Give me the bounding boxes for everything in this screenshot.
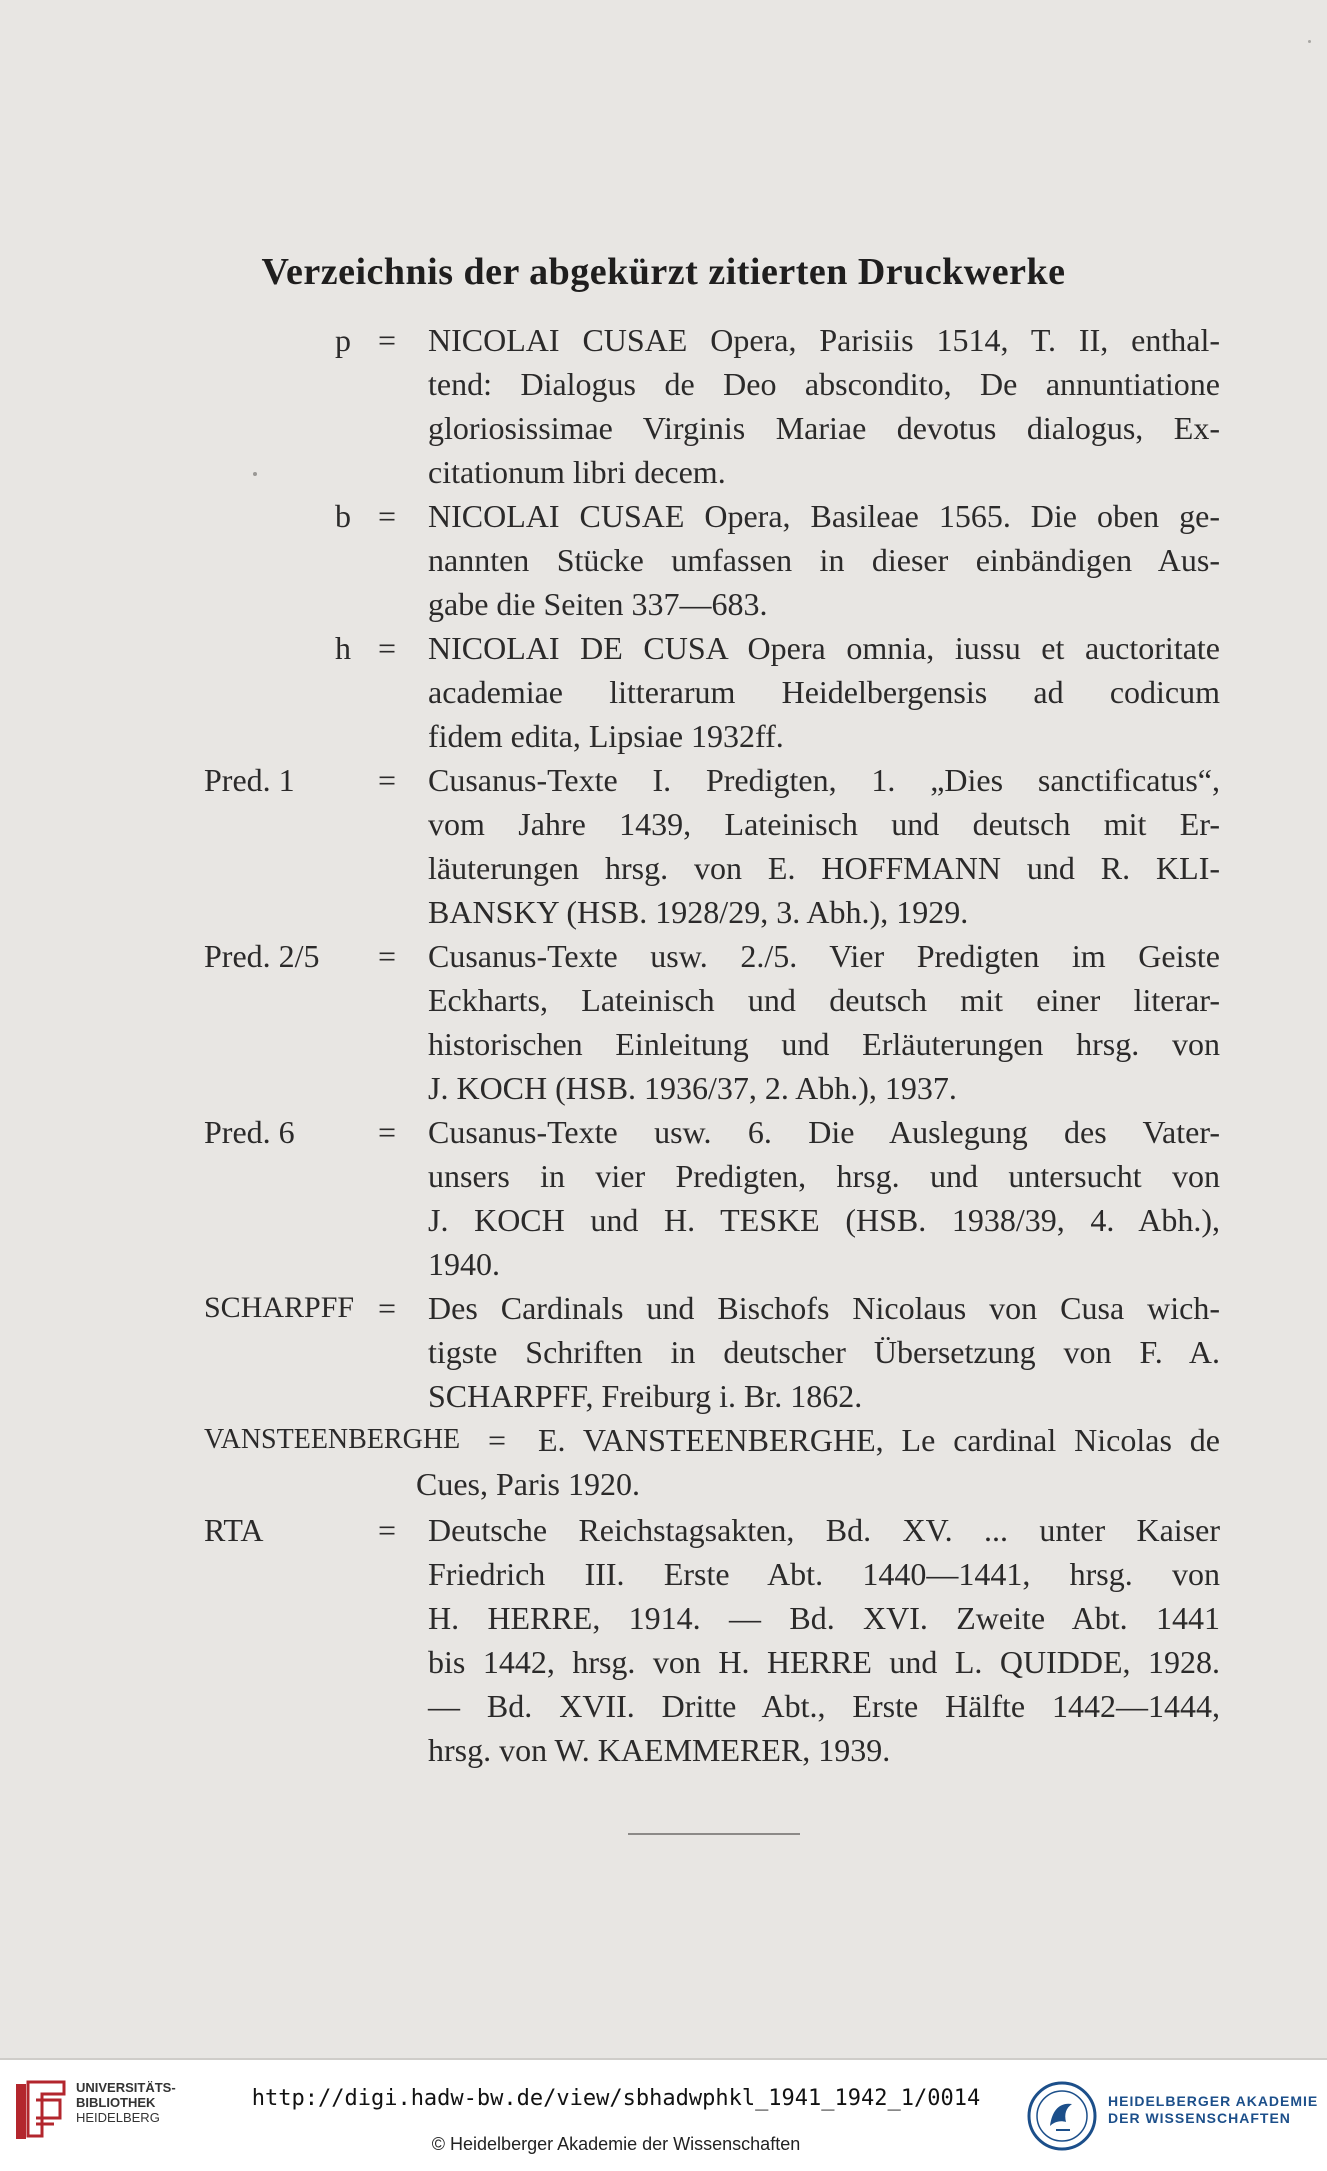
entry-line: academiae litterarum Heidelbergensis ad codicum — [428, 674, 1220, 710]
entry-text — [428, 1286, 1220, 1418]
entry-abbreviation: h — [335, 630, 351, 666]
academy-name-line: DER WISSENSCHAFTEN — [1108, 2110, 1291, 2126]
equals-sign: = — [377, 498, 397, 534]
university-library-logo-icon[interactable] — [14, 2074, 72, 2144]
entry-text — [538, 1418, 1220, 1462]
paper-speck — [1308, 40, 1311, 43]
permalink-url[interactable]: http://digi.hadw-bw.de/view/sbhadwphkl_1941_1942_1/0014 — [251, 2086, 981, 2111]
library-name-line: UNIVERSITÄTS- — [76, 2080, 176, 2095]
equals-sign: = — [377, 1290, 397, 1326]
entry-line: H. HERRE, 1914. — Bd. XVI. Zweite Abt. 1441 — [428, 1600, 1220, 1636]
equals-sign: = — [377, 1114, 397, 1150]
entry-line: 1940. — [428, 1246, 500, 1282]
entry-text — [428, 1110, 1220, 1286]
entry-abbreviation: p — [335, 322, 351, 358]
entry-line: hrsg. von W. KAEMMERER, 1939. — [428, 1732, 891, 1768]
entry-line: Des Cardinals und Bischofs Nicolaus von Cusa wich- — [428, 1290, 1220, 1326]
entry-line: Cusanus-Texte usw. 2./5. Vier Predigten im Geiste — [428, 938, 1220, 974]
entry-line: vom Jahre 1439, Lateinisch und deutsch mit Er- — [428, 806, 1220, 842]
entry-abbreviation: b — [335, 498, 351, 534]
entry-abbreviation: VANSTEENBERGHE — [204, 1424, 461, 1455]
equals-sign: = — [377, 1512, 397, 1548]
entry-abbreviation: Pred. 6 — [204, 1114, 295, 1150]
viewer-footer — [0, 2058, 1327, 2171]
entry-text — [428, 318, 1220, 494]
equals-sign: = — [487, 1422, 507, 1458]
entry-line: NICOLAI DE CUSA Opera omnia, iussu et auctoritate — [428, 630, 1220, 666]
entry-line: unsers in vier Predigten, hrsg. und untersucht von — [428, 1158, 1220, 1194]
entry-text — [428, 758, 1220, 934]
equals-sign: = — [377, 938, 397, 974]
academy-name — [1108, 2093, 1318, 2127]
entry-line: tend: Dialogus de Deo abscondito, De annuntiatione — [428, 366, 1220, 402]
equals-sign: = — [377, 630, 397, 666]
page-title: Verzeichnis der abgekürzt zitierten Druckwerke — [261, 251, 1066, 293]
entry-line: Cues, Paris 1920. — [416, 1466, 640, 1502]
university-library-name — [76, 2080, 176, 2125]
entry-abbreviation: RTA — [204, 1512, 264, 1548]
library-name-line: HEIDELBERG — [76, 2110, 160, 2125]
equals-sign: = — [377, 322, 397, 358]
entry-line: — Bd. XVII. Dritte Abt., Erste Hälfte 1442—1444, — [428, 1688, 1220, 1724]
entry-line: bis 1442, hrsg. von H. HERRE und L. QUIDDE, 1928. — [428, 1644, 1220, 1680]
entry-line: BANSKY (HSB. 1928/29, 3. Abh.), 1929. — [428, 894, 969, 930]
entry-line: citationum libri decem. — [428, 454, 726, 490]
entry-line: SCHARPFF, Freiburg i. Br. 1862. — [428, 1378, 863, 1414]
entry-text — [428, 494, 1220, 626]
entry-line: J. KOCH (HSB. 1936/37, 2. Abh.), 1937. — [428, 1070, 957, 1106]
entry-text — [416, 1462, 816, 1506]
equals-sign: = — [377, 762, 397, 798]
library-name-line: BIBLIOTHEK — [76, 2095, 156, 2110]
entry-abbreviation: SCHARPFF — [204, 1291, 355, 1324]
entry-line: gabe die Seiten 337—683. — [428, 586, 768, 622]
entry-line: NICOLAI CUSAE Opera, Parisiis 1514, T. II, enthal- — [428, 322, 1220, 358]
entry-line: fidem edita, Lipsiae 1932ff. — [428, 718, 784, 754]
entry-line: Deutsche Reichstagsakten, Bd. XV. ... unter Kaiser — [428, 1512, 1220, 1548]
entry-line: nannten Stücke umfassen in dieser einbändigen Aus- — [428, 542, 1220, 578]
entry-line: tigste Schriften in deutscher Übersetzung von F. A. — [428, 1334, 1220, 1370]
copyright-notice: © Heidelberger Akademie der Wissenschaften — [431, 2134, 801, 2154]
entry-line: Cusanus-Texte usw. 6. Die Auslegung des Vater- — [428, 1114, 1220, 1150]
entry-line: J. KOCH und H. TESKE (HSB. 1938/39, 4. Abh.), — [428, 1202, 1220, 1238]
paper-dot — [253, 472, 257, 476]
entry-line: NICOLAI CUSAE Opera, Basileae 1565. Die oben ge- — [428, 498, 1220, 534]
entry-line: gloriosissimae Virginis Mariae devotus dialogus, Ex- — [428, 410, 1220, 446]
entry-line: Cusanus-Texte I. Predigten, 1. „Dies sanctificatus“, — [428, 762, 1220, 798]
entry-line: E. VANSTEENBERGHE, Le cardinal Nicolas de — [538, 1422, 1220, 1458]
entry-line: Friedrich III. Erste Abt. 1440—1441, hrsg. von — [428, 1556, 1220, 1592]
entry-abbreviation: Pred. 1 — [204, 762, 295, 798]
closing-rule — [628, 1833, 800, 1835]
entry-text — [428, 626, 1220, 758]
entry-text — [428, 1508, 1220, 1772]
entry-text — [428, 934, 1220, 1110]
entry-line: läuterungen hrsg. von E. HOFFMANN und R. KLI- — [428, 850, 1220, 886]
academy-seal-icon[interactable] — [1026, 2080, 1098, 2152]
entry-abbreviation: Pred. 2/5 — [204, 938, 320, 974]
entry-line: Eckharts, Lateinisch und deutsch mit einer literar- — [428, 982, 1220, 1018]
academy-name-line: HEIDELBERGER AKADEMIE — [1108, 2093, 1319, 2109]
entry-line: historischen Einleitung und Erläuterungen hrsg. von — [428, 1026, 1220, 1062]
